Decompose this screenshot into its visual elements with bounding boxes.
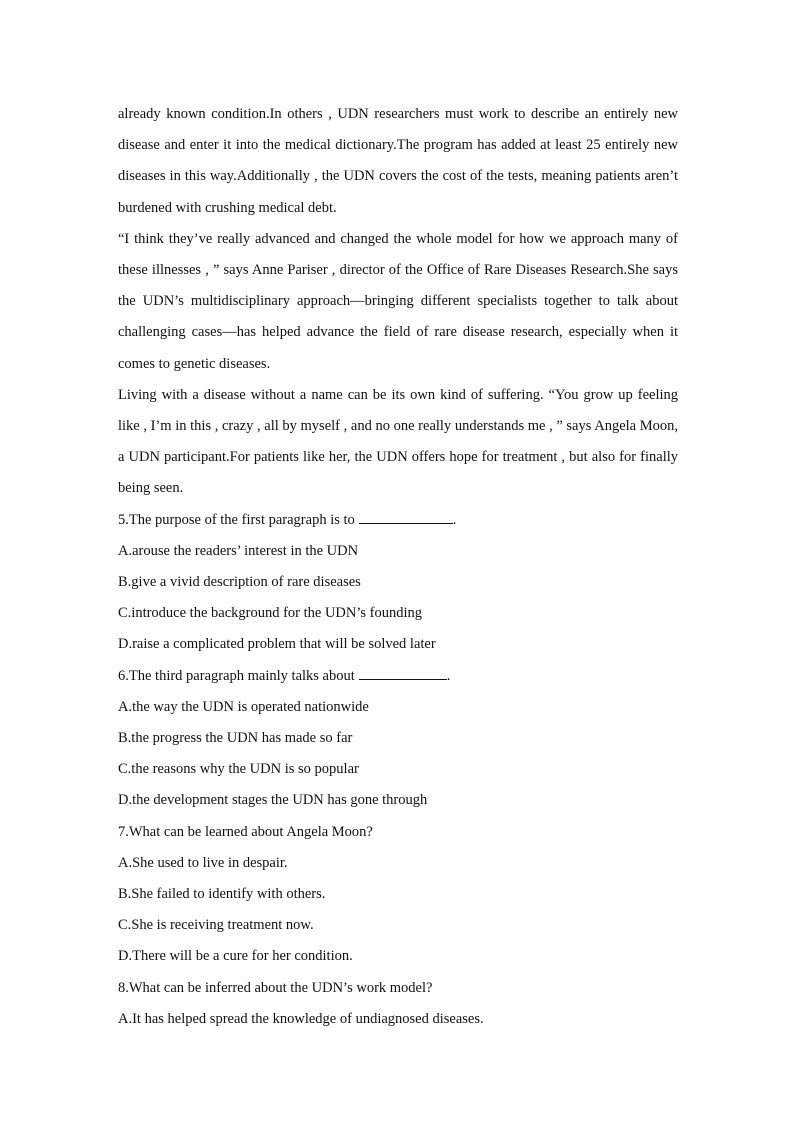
question-8: [118, 973, 678, 1035]
question-stem: 8.What can be inferred about the UDN’s work model?: [118, 979, 433, 996]
passage-paragraph-1: already known condition.In others , UDN researchers must work to describe an entirely new disease and enter it into the medical dictionary.The program has added at least 25 entirely new diseases in this way.Additionally , the UDN covers the cost of the tests, meaning patients aren’t burdened with crushing medical debt.: [118, 106, 678, 216]
option-c: C.the reasons why the UDN is so popular: [118, 761, 359, 778]
question-stem-text: 6.The third paragraph mainly talks about: [118, 667, 355, 684]
option-d: D.raise a complicated problem that will be solved later: [118, 636, 436, 653]
option-a: A.She used to live in despair.: [118, 854, 288, 871]
question-stem: [118, 661, 678, 692]
answer-blank: [359, 665, 447, 680]
option-b: B.the progress the UDN has made so far: [118, 730, 353, 747]
option-c: C.She is receiving treatment now.: [118, 917, 314, 934]
option-a: A.It has helped spread the knowledge of undiagnosed diseases.: [118, 1010, 484, 1027]
question-stem: [118, 505, 678, 536]
question-6: [118, 661, 678, 817]
passage-paragraph-2: “I think they’ve really advanced and changed the whole model for how we approach many of these illnesses , ” says Anne Pariser , director of the Office of Rare Diseases Research.She says the UDN’s multidisciplinary approach—bringing different specialists together to talk about challenging cases—has helped advance the field of rare disease research, especially when it comes to genetic diseases.: [118, 230, 678, 372]
answer-blank: [359, 509, 453, 524]
question-7: [118, 817, 678, 973]
question-stem-end: .: [446, 667, 451, 684]
question-stem: 7.What can be learned about Angela Moon?: [118, 823, 373, 840]
option-a: A.the way the UDN is operated nationwide: [118, 698, 369, 715]
option-c: C.introduce the background for the UDN’s founding: [118, 605, 423, 622]
option-b: B.She failed to identify with others.: [118, 886, 326, 903]
question-stem-end: .: [452, 511, 457, 528]
question-5: [118, 505, 678, 661]
passage-paragraph-3: Living with a disease without a name can be its own kind of suffering. “You grow up feeling like , I’m in this , crazy , all by myself , and no one really understands me , ” says Angela Moon, a UDN participant.For patients like her, the UDN offers hope for treatment , but also for finally being seen.: [118, 386, 678, 497]
question-stem-text: 5.The purpose of the first paragraph is to: [118, 511, 355, 528]
option-d: D.the development stages the UDN has gone through: [118, 792, 428, 809]
option-a: A.arouse the readers’ interest in the UDN: [118, 542, 359, 559]
option-d: D.There will be a cure for her condition.: [118, 948, 353, 965]
document-page: [118, 99, 678, 1035]
option-b: B.give a vivid description of rare diseases: [118, 574, 361, 591]
